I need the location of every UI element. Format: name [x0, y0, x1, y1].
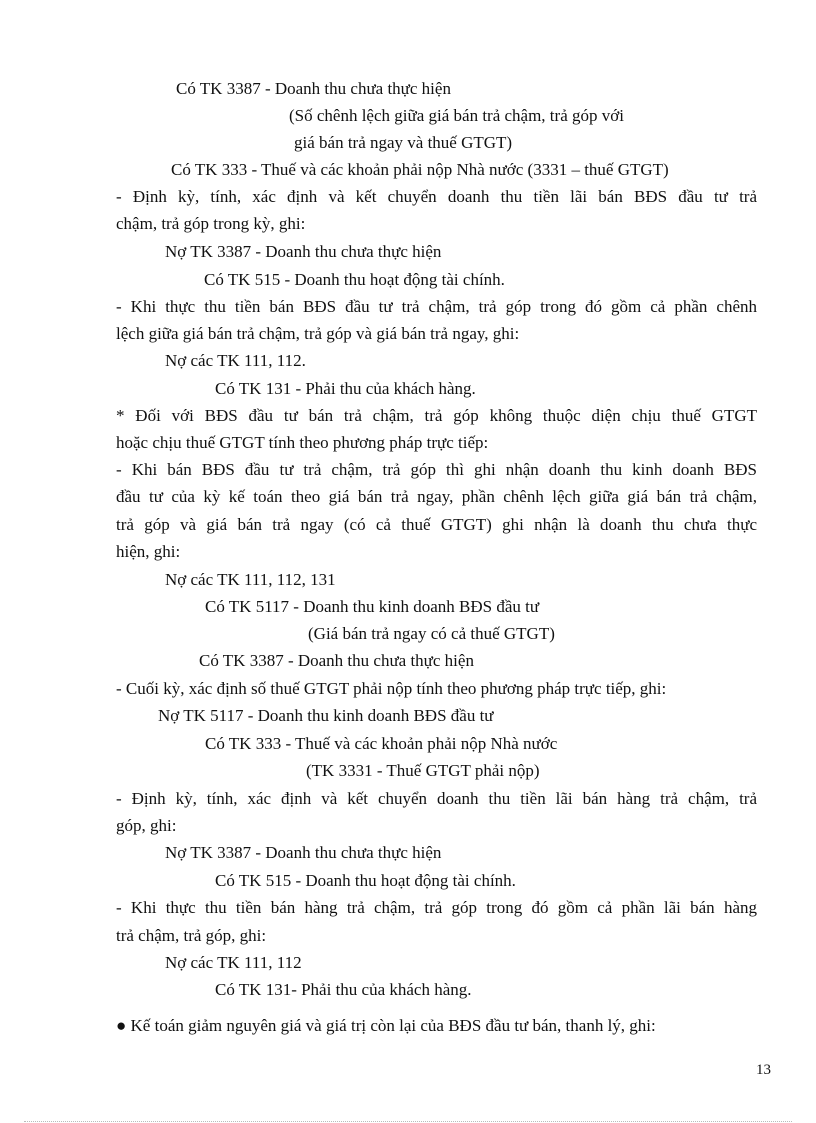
- text-line: ● Kế toán giảm nguyên giá và giá trị còn lại của BĐS đầu tư bán, thanh lý, ghi:: [116, 1016, 656, 1035]
- text-line: (Số chênh lệch giữa giá bán trả chậm, trả góp với: [289, 106, 624, 125]
- text-line: Nợ các TK 111, 112.: [165, 351, 306, 370]
- text-line: hiện, ghi:: [116, 542, 181, 561]
- text-line: Nợ TK 5117 - Doanh thu kinh doanh BĐS đầu tư: [158, 706, 494, 725]
- text-line: giá bán trả ngay và thuế GTGT): [294, 133, 513, 152]
- text-line: trả chậm, trả góp, ghi:: [116, 926, 267, 945]
- text-line: Có TK 333 - Thuế và các khoản phải nộp Nhà nước: [205, 734, 558, 753]
- text-line: hoặc chịu thuế GTGT tính theo phương pháp trực tiếp:: [116, 433, 489, 452]
- text-line: - Khi thực thu tiền bán hàng trả chậm, trả góp trong đó gồm cả phần lãi bán hàng: [116, 898, 757, 917]
- page-number: 13: [756, 1062, 771, 1078]
- page-bottom-border: [24, 1121, 792, 1122]
- text-line: Có TK 3387 - Doanh thu chưa thực hiện: [176, 79, 451, 98]
- text-line: Có TK 131- Phải thu của khách hàng.: [215, 980, 472, 999]
- text-line: (Giá bán trả ngay có cả thuế GTGT): [308, 624, 555, 643]
- text-line: (TK 3331 - Thuế GTGT phải nộp): [306, 761, 540, 780]
- text-line: Có TK 515 - Doanh thu hoạt động tài chính.: [215, 871, 516, 890]
- text-line: Nợ các TK 111, 112, 131: [165, 570, 336, 589]
- text-line: Có TK 333 - Thuế và các khoản phải nộp Nhà nước (3331 – thuế GTGT): [171, 160, 669, 179]
- text-line: Nợ các TK 111, 112: [165, 953, 302, 972]
- text-line: đầu tư của kỳ kế toán theo giá bán trả ngay, phần chênh lệch giữa giá bán trả chậm,: [116, 487, 757, 506]
- text-line: chậm, trả góp trong kỳ, ghi:: [116, 214, 306, 233]
- text-line: * Đối với BĐS đầu tư bán trả chậm, trả góp không thuộc diện chịu thuế GTGT: [116, 406, 757, 425]
- text-line: góp, ghi:: [116, 816, 177, 835]
- text-line: Có TK 515 - Doanh thu hoạt động tài chính.: [204, 270, 505, 289]
- text-line: Có TK 5117 - Doanh thu kinh doanh BĐS đầu tư: [205, 597, 540, 616]
- text-line: - Khi thực thu tiền bán BĐS đầu tư trả chậm, trả góp trong đó gồm cả phần chênh: [116, 297, 757, 316]
- text-line: - Định kỳ, tính, xác định và kết chuyển doanh thu tiền lãi bán hàng trả chậm, trả: [116, 789, 757, 808]
- text-line: Có TK 131 - Phải thu của khách hàng.: [215, 379, 476, 398]
- text-line: - Khi bán BĐS đầu tư trả chậm, trả góp thì ghi nhận doanh thu kinh doanh BĐS: [116, 460, 757, 479]
- text-line: Có TK 3387 - Doanh thu chưa thực hiện: [199, 651, 474, 670]
- text-line: - Định kỳ, tính, xác định và kết chuyển doanh thu tiền lãi bán BĐS đầu tư trả: [116, 187, 757, 206]
- text-line: - Cuối kỳ, xác định số thuế GTGT phải nộp tính theo phương pháp trực tiếp, ghi:: [116, 679, 667, 698]
- text-line: Nợ TK 3387 - Doanh thu chưa thực hiện: [165, 242, 442, 261]
- text-line: Nợ TK 3387 - Doanh thu chưa thực hiện: [165, 843, 442, 862]
- text-line: lệch giữa giá bán trả chậm, trả góp và giá bán trả ngay, ghi:: [116, 324, 520, 343]
- text-line: trả góp và giá bán trả ngay (có cả thuế GTGT) ghi nhận là doanh thu chưa thực: [116, 515, 757, 534]
